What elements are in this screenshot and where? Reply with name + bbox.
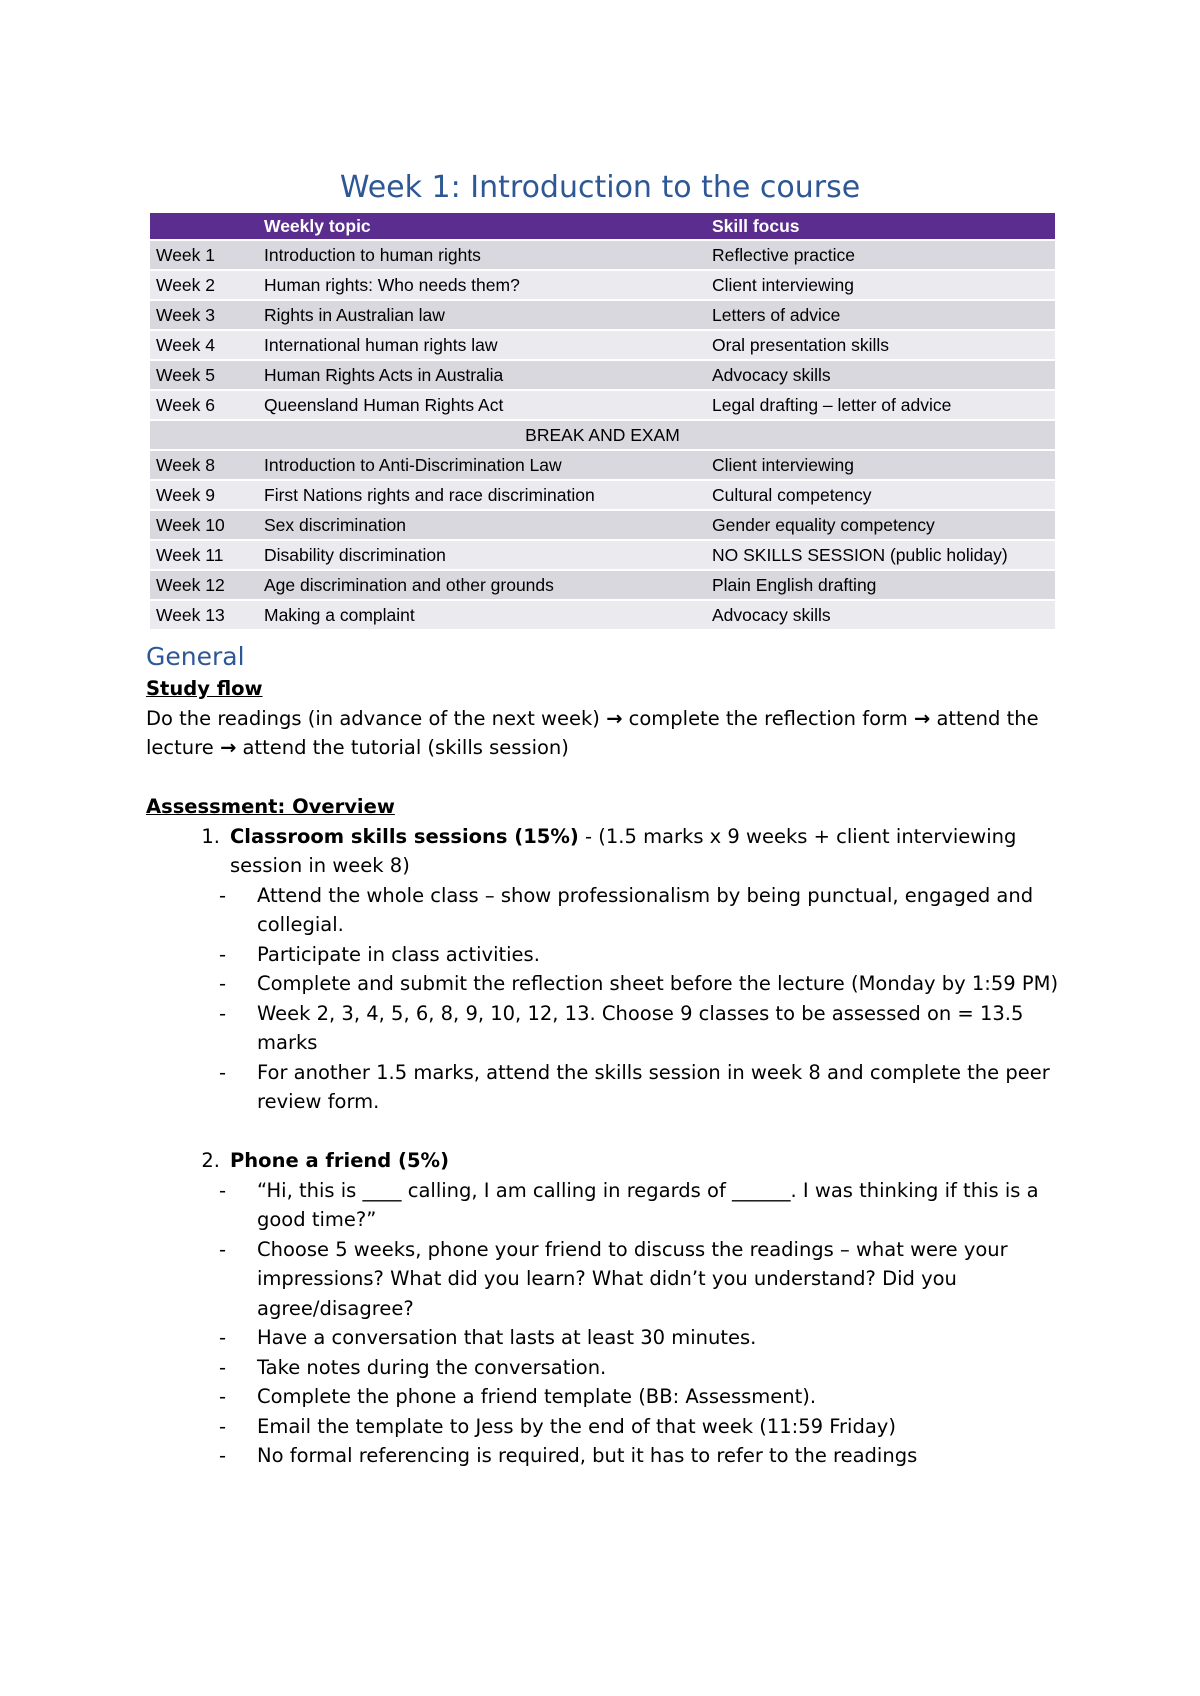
skill-cell: Client interviewing: [706, 271, 1055, 299]
bullet-text: Week 2, 3, 4, 5, 6, 8, 9, 10, 12, 13. Choose 9 classes to be assessed on = 13.5 marks: [257, 1001, 1024, 1054]
study-flow-text: attend the tutorial (skills session): [236, 736, 569, 759]
bullet-text: Take notes during the conversation.: [257, 1355, 607, 1379]
topic-cell: Age discrimination and other grounds: [258, 571, 706, 599]
study-flow-text: attend the lecture: [146, 706, 1039, 759]
table-row: [150, 451, 1055, 479]
skill-cell: Oral presentation skills: [706, 331, 1055, 359]
table-header-row: [150, 213, 1055, 239]
topic-cell: Sex discrimination: [258, 511, 706, 539]
assessment-item-heading: [146, 1146, 1076, 1176]
bullet-text: No formal referencing is required, but it has to refer to the readings: [257, 1444, 918, 1467]
document-body: [146, 640, 1076, 1471]
list-item: [146, 940, 1076, 970]
item-title: Phone a friend (5%): [230, 1149, 449, 1172]
list-item: [146, 1235, 1076, 1324]
list-item: [146, 881, 1076, 940]
bullet-text: For another 1.5 marks, attend the skills session in week 8 and complete the peer review form.: [257, 1060, 1050, 1113]
table-row: [150, 541, 1055, 569]
break-cell: BREAK AND EXAM: [150, 421, 1055, 449]
week-cell: Week 6: [150, 391, 258, 419]
assessment-overview-subheading: Assessment: Overview: [146, 795, 395, 818]
dash-marker: -: [219, 1355, 227, 1379]
dash-marker: -: [219, 1237, 227, 1261]
topic-cell: Making a complaint: [258, 601, 706, 629]
table-body: [150, 241, 1055, 629]
skill-cell: Cultural competency: [706, 481, 1055, 509]
table-row: [150, 601, 1055, 629]
item-number: 1.: [201, 824, 220, 848]
topic-cell: Queensland Human Rights Act: [258, 391, 706, 419]
topic-cell: First Nations rights and race discrimination: [258, 481, 706, 509]
item-number: 2.: [201, 1149, 220, 1172]
assessment-item-heading: [146, 822, 1076, 881]
study-flow-text: Do the readings (in advance of the next week): [146, 706, 607, 730]
dash-marker: -: [219, 942, 227, 966]
skill-cell: Advocacy skills: [706, 361, 1055, 389]
list-item: [146, 1058, 1076, 1117]
skill-cell: Plain English drafting: [706, 571, 1055, 599]
list-item: [146, 999, 1076, 1058]
list-item: [146, 969, 1076, 999]
bullet-list: [146, 1176, 1076, 1471]
arrow-icon: →: [913, 706, 931, 730]
table-break-row: [150, 421, 1055, 449]
list-item: [146, 1353, 1076, 1383]
item-title: Classroom skills sessions (15%): [230, 824, 579, 848]
table-row: [150, 511, 1055, 539]
arrow-icon: →: [219, 736, 237, 759]
bullet-text: Have a conversation that lasts at least 30 minutes.: [257, 1326, 757, 1349]
week-cell: Week 9: [150, 481, 258, 509]
topic-cell: International human rights law: [258, 331, 706, 359]
header-weekly-topic: Weekly topic: [258, 213, 706, 239]
week-cell: Week 11: [150, 541, 258, 569]
topic-cell: Introduction to human rights: [258, 241, 706, 269]
skill-cell: Reflective practice: [706, 241, 1055, 269]
week-cell: Week 5: [150, 361, 258, 389]
table-row: [150, 331, 1055, 359]
week-cell: Week 1: [150, 241, 258, 269]
dash-marker: -: [219, 1414, 227, 1438]
dash-marker: -: [219, 1060, 227, 1084]
list-item: [146, 1382, 1076, 1412]
list-item: [146, 1412, 1076, 1442]
bullet-text: Attend the whole class – show professionalism by being punctual, engaged and collegial.: [257, 883, 1034, 936]
dash-marker: -: [219, 1385, 227, 1408]
header-week: [150, 213, 258, 239]
list-item: [146, 1176, 1076, 1235]
skill-cell: Advocacy skills: [706, 601, 1055, 629]
header-skill-focus: Skill focus: [706, 213, 1055, 239]
table-row: [150, 391, 1055, 419]
item-heading-text: [230, 1146, 1076, 1176]
skill-cell: Client interviewing: [706, 451, 1055, 479]
bullet-text: Complete the phone a friend template (BB: Assessment).: [257, 1385, 817, 1408]
study-flow-paragraph: [146, 704, 1076, 763]
table-row: [150, 361, 1055, 389]
page-title: Week 1: Introduction to the course: [339, 170, 861, 205]
general-heading: General: [146, 642, 245, 671]
week-cell: Week 12: [150, 571, 258, 599]
topic-cell: Human rights: Who needs them?: [258, 271, 706, 299]
arrow-icon: →: [606, 706, 623, 730]
week-cell: Week 4: [150, 331, 258, 359]
week-cell: Week 2: [150, 271, 258, 299]
bullet-text: Email the template to Jess by the end of that week (11:59 Friday): [257, 1414, 896, 1438]
study-flow-subheading: Study flow: [146, 677, 263, 700]
table-row: [150, 301, 1055, 329]
table-row: [150, 571, 1055, 599]
topic-cell: Disability discrimination: [258, 541, 706, 569]
week-cell: Week 13: [150, 601, 258, 629]
dash-marker: -: [219, 1444, 227, 1467]
skill-cell: Legal drafting – letter of advice: [706, 391, 1055, 419]
bullet-text: Participate in class activities.: [257, 942, 540, 966]
week-cell: Week 10: [150, 511, 258, 539]
bullet-list: [146, 881, 1076, 1117]
list-item: [146, 1323, 1076, 1353]
week-cell: Week 8: [150, 451, 258, 479]
skill-cell: Gender equality competency: [706, 511, 1055, 539]
assessment-item: [146, 822, 1076, 1147]
study-flow-text: complete the reflection form: [622, 706, 914, 730]
dash-marker: -: [219, 1178, 227, 1202]
assessment-item: [146, 1146, 1076, 1471]
item-heading-text: [230, 822, 1076, 881]
table-row: [150, 241, 1055, 269]
item-description: - (1.5 marks x 9 weeks + client interviewing session in week 8): [230, 824, 1017, 877]
week-cell: Week 3: [150, 301, 258, 329]
dash-marker: -: [219, 883, 227, 907]
table-row: [150, 481, 1055, 509]
dash-marker: -: [219, 972, 227, 995]
table-row: [150, 271, 1055, 299]
skill-cell: NO SKILLS SESSION (public holiday): [706, 541, 1055, 569]
assessment-list: [146, 822, 1076, 1471]
weekly-schedule-table: [150, 211, 1055, 631]
skill-cell: Letters of advice: [706, 301, 1055, 329]
topic-cell: Introduction to Anti-Discrimination Law: [258, 451, 706, 479]
topic-cell: Rights in Australian law: [258, 301, 706, 329]
bullet-text: “Hi, this is ____ calling, I am calling in regards of ______. I was thinking if this is a good time?”: [257, 1178, 1039, 1231]
dash-marker: -: [219, 1326, 227, 1349]
bullet-text: Choose 5 weeks, phone your friend to discuss the readings – what were your impressions? What did you learn? What didn’t you understand? Did you agree/disagree?: [257, 1237, 1008, 1320]
bullet-text: Complete and submit the reflection sheet before the lecture (Monday by 1:59 PM): [257, 972, 1059, 995]
dash-marker: -: [219, 1001, 227, 1025]
topic-cell: Human Rights Acts in Australia: [258, 361, 706, 389]
list-item: [146, 1441, 1076, 1471]
